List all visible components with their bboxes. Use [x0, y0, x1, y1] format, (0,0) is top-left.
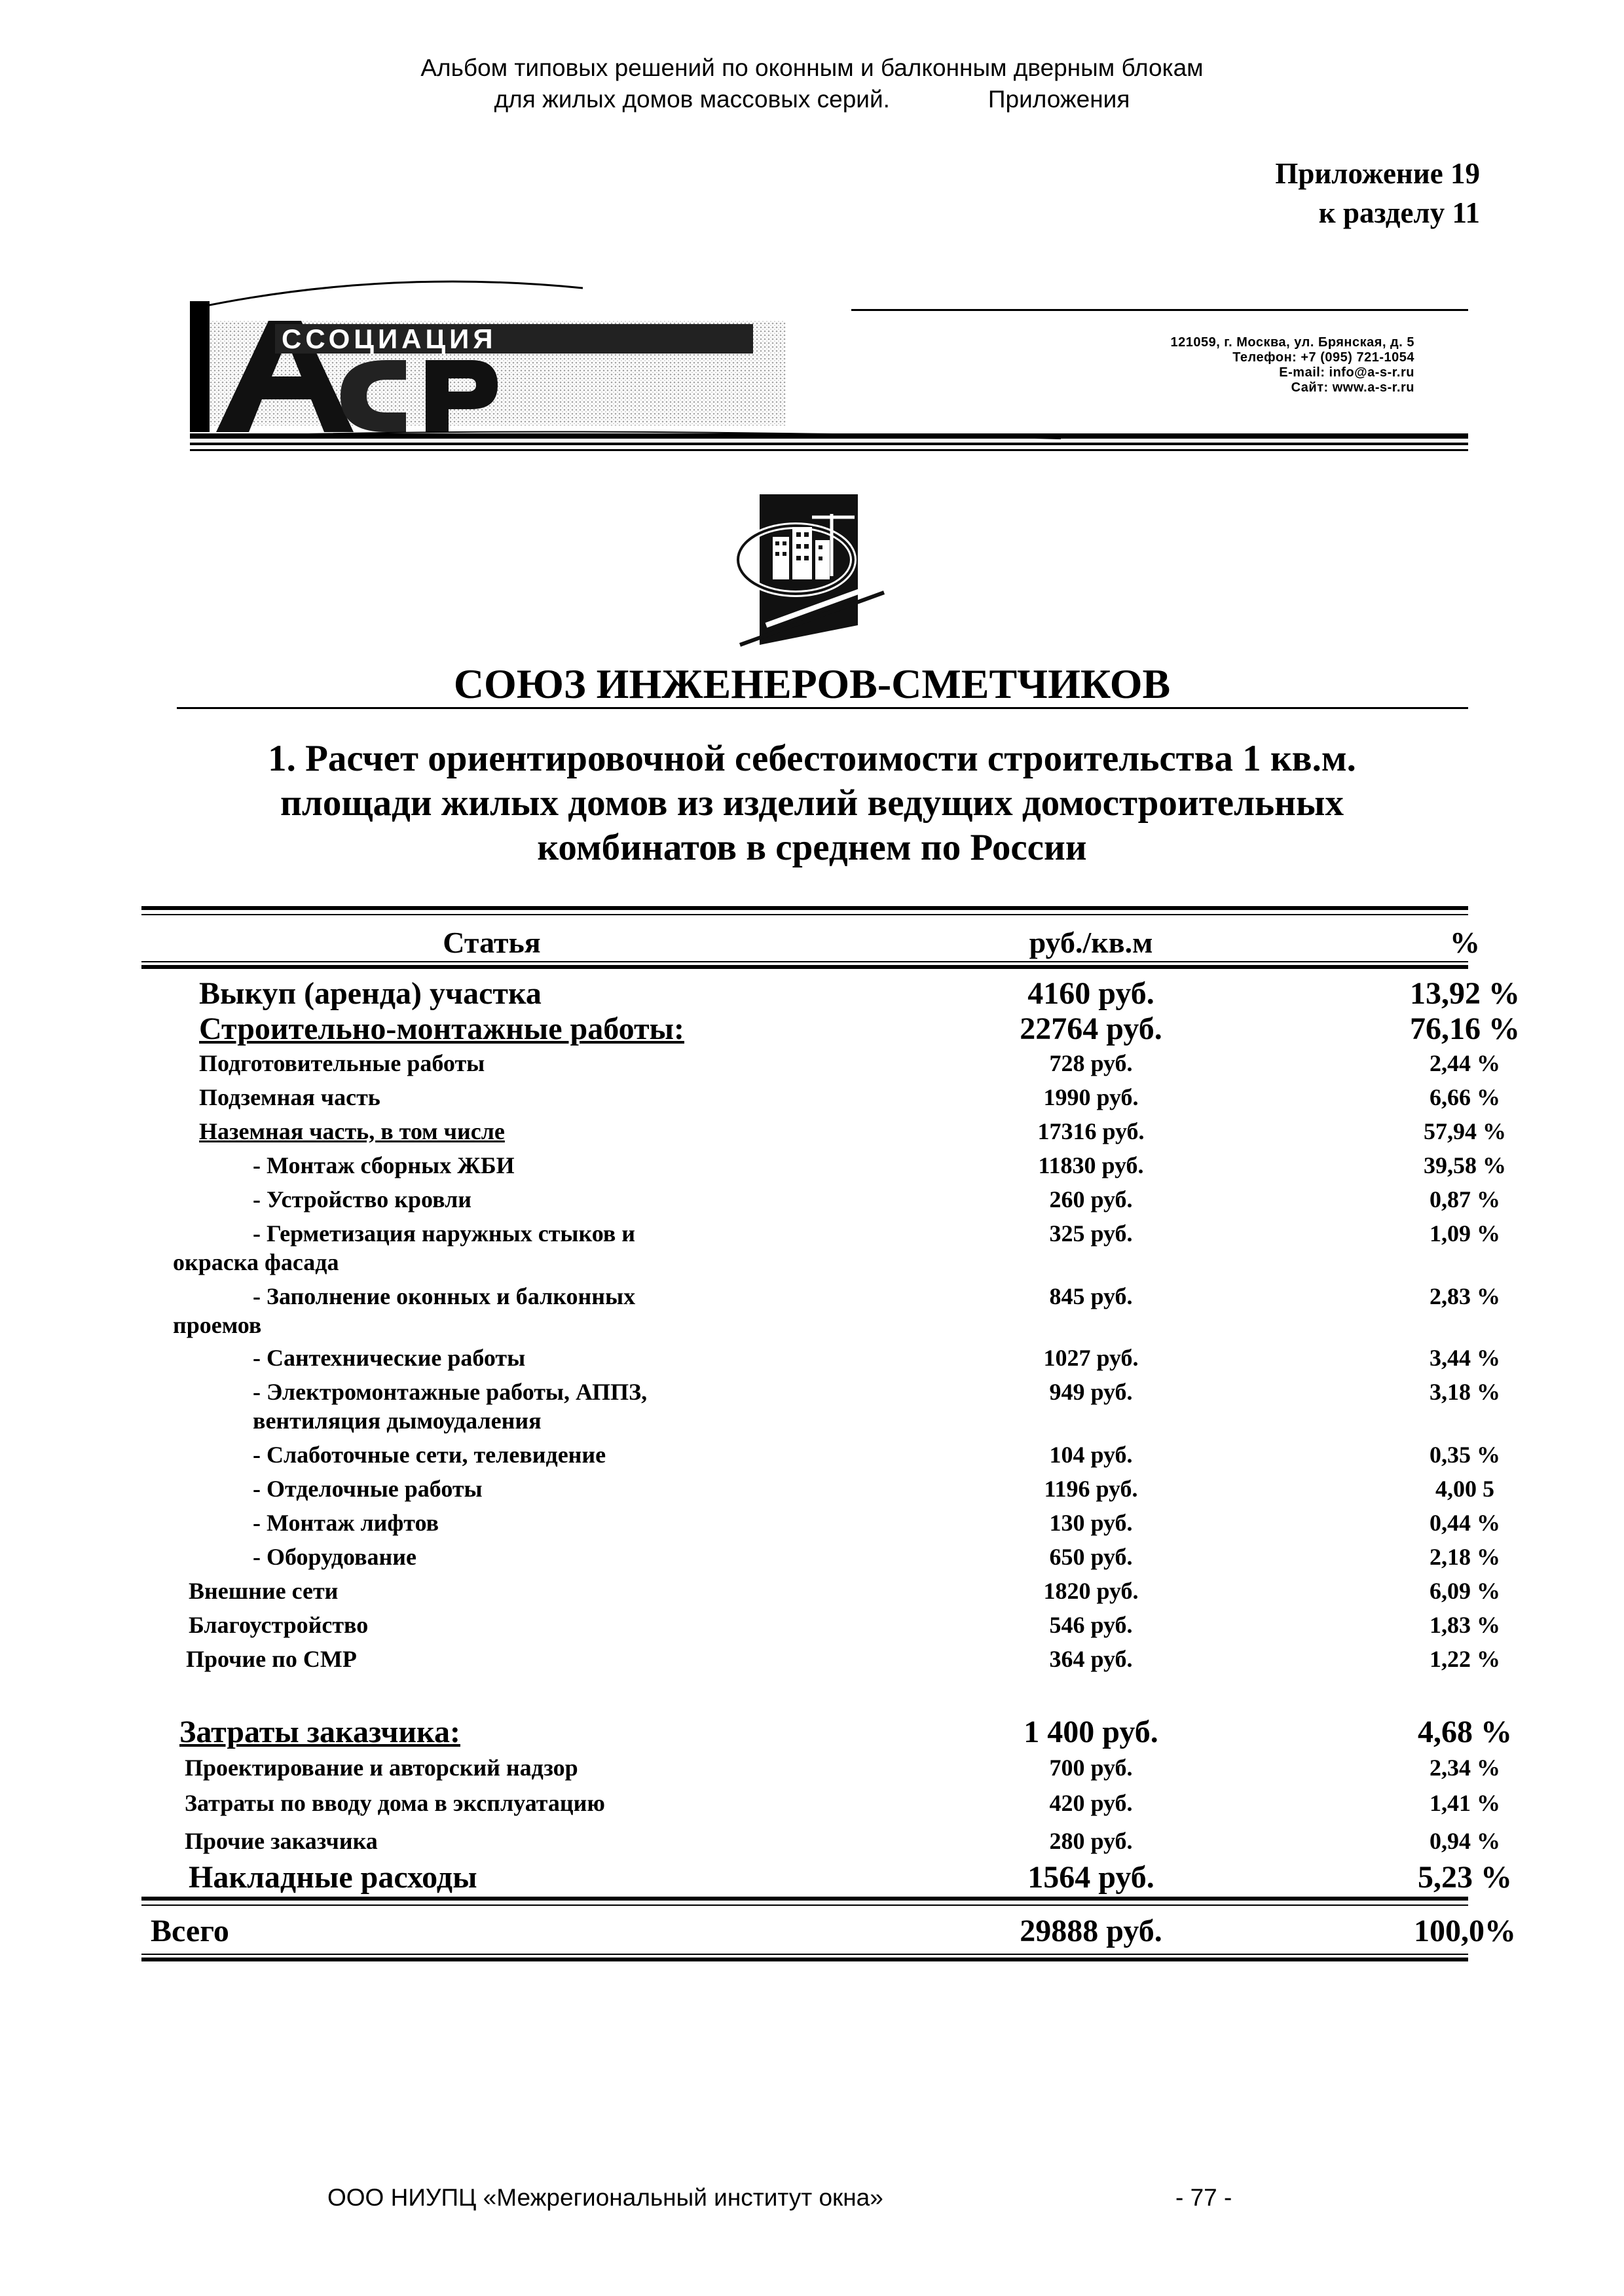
header-rub: руб./кв.м: [1029, 926, 1153, 959]
appendix-reference: [1275, 154, 1480, 232]
row-pct: 6,09 %: [1430, 1578, 1500, 1604]
row-pct: 57,94 %: [1424, 1118, 1506, 1144]
row-pct: 1,22 %: [1430, 1646, 1500, 1672]
row-rub: 420 руб.: [1049, 1790, 1133, 1816]
row-pct: 76,16 %: [1410, 1011, 1520, 1046]
row-rub: 650 руб.: [1049, 1544, 1133, 1570]
row-label: Подземная часть: [199, 1084, 380, 1110]
row-pct: 4,00 5: [1435, 1476, 1494, 1502]
row-label: - Оборудование: [253, 1544, 417, 1570]
calc-title: [0, 737, 1624, 870]
row-label: Выкуп (аренда) участка: [199, 976, 542, 1011]
row-label: Затраты заказчика:: [179, 1715, 460, 1749]
row-pct: 13,92 %: [1410, 976, 1520, 1011]
row-rub: 700 руб.: [1049, 1755, 1133, 1781]
row-label: Строительно-монтажные работы:: [199, 1011, 684, 1046]
footer-org: ООО НИУПЦ «Межрегиональный институт окна»: [327, 2184, 883, 2211]
row-pct: 0,94 %: [1430, 1828, 1500, 1854]
running-header: [0, 52, 1624, 115]
row-pct: 2,34 %: [1430, 1755, 1500, 1781]
table-header-rule: [141, 965, 1468, 969]
letterhead-address: 121059, г. Москва, ул. Брянская, д. 5: [1170, 335, 1414, 350]
row-pct: 0,44 %: [1430, 1510, 1500, 1536]
calc-title-line2: площади жилых домов из изделий ведущих домостроительных: [280, 782, 1344, 824]
calc-title-line1: 1. Расчет ориентировочной себестоимости строительства 1 кв.м.: [268, 738, 1356, 779]
row-rub: 949 руб.: [1049, 1379, 1133, 1405]
row-label-cont: проемов: [173, 1312, 262, 1338]
table-top-rule-thin: [141, 914, 1468, 915]
running-header-series: для жилых домов массовых серий.: [494, 86, 890, 113]
row-rub: 728 руб.: [1049, 1050, 1133, 1076]
asr-logo: [190, 275, 1061, 452]
row-label: - Слаботочные сети, телевидение: [253, 1442, 606, 1468]
letterhead-phone: Телефон: +7 (095) 721-1054: [1232, 350, 1414, 365]
running-header-appendices: Приложения: [987, 86, 1130, 113]
running-header-line2: [0, 84, 1624, 115]
row-label-cont: вентиляция дымоудаления: [253, 1408, 542, 1434]
row-label: - Монтаж лифтов: [253, 1510, 439, 1536]
svg-text:ССОЦИАЦИЯ: ССОЦИАЦИЯ: [282, 323, 497, 354]
row-label: Прочие заказчика: [185, 1828, 378, 1854]
row-label: - Монтаж сборных ЖБИ: [253, 1152, 515, 1178]
row-rub: 1196 руб.: [1044, 1476, 1138, 1502]
letterhead-rule-3: [190, 449, 1468, 451]
row-label: Наземная часть, в том числе: [199, 1118, 505, 1144]
row-label: Подготовительные работы: [199, 1050, 485, 1076]
row-pct: 4,68 %: [1418, 1715, 1512, 1749]
letterhead-top-rule: [851, 309, 1468, 311]
row-label: Благоустройство: [189, 1612, 369, 1638]
row-pct: 3,44 %: [1430, 1345, 1500, 1371]
row-rub: 364 руб.: [1049, 1646, 1133, 1672]
row-pct: 0,87 %: [1430, 1186, 1500, 1212]
union-emblem: [720, 494, 891, 648]
row-pct: 1,09 %: [1430, 1220, 1500, 1247]
row-rub: 546 руб.: [1049, 1612, 1133, 1638]
row-rub: 280 руб.: [1049, 1828, 1133, 1854]
row-label: - Герметизация наружных стыков и: [253, 1220, 636, 1247]
total-label: Всего: [151, 1914, 229, 1948]
row-rub: 325 руб.: [1049, 1220, 1133, 1247]
appendix-section: к разделу 11: [1318, 196, 1480, 229]
row-pct: 39,58 %: [1424, 1152, 1506, 1178]
row-rub: 1027 руб.: [1043, 1345, 1139, 1371]
row-label: - Устройство кровли: [253, 1186, 472, 1212]
table-total-rule: [141, 1897, 1468, 1901]
letterhead-site: Сайт: www.a-s-r.ru: [1291, 380, 1414, 395]
row-rub: 17316 руб.: [1037, 1118, 1145, 1144]
row-rub: 1820 руб.: [1043, 1578, 1139, 1604]
table-bottom-rule-thin: [141, 1954, 1468, 1955]
row-label: - Сантехнические работы: [253, 1345, 526, 1371]
letterhead-email: E-mail: info@a-s-r.ru: [1279, 365, 1414, 380]
row-label: Проектирование и авторский надзор: [185, 1755, 578, 1781]
row-pct: 6,66 %: [1430, 1084, 1500, 1110]
row-label-cont: окраска фасада: [173, 1249, 339, 1275]
row-pct: 1,41 %: [1430, 1790, 1500, 1816]
union-title: СОЮЗ ИНЖЕНЕРОВ-СМЕТЧИКОВ: [453, 661, 1171, 707]
row-pct: 1,83 %: [1430, 1612, 1500, 1638]
letterhead-rule-1: [190, 433, 1468, 439]
row-label: - Заполнение оконных и балконных: [253, 1283, 636, 1309]
row-rub: 11830 руб.: [1038, 1152, 1144, 1178]
row-pct: 2,44 %: [1430, 1050, 1500, 1076]
row-label: - Электромонтажные работы, АППЗ,: [253, 1379, 648, 1405]
calc-title-line3: комбинатов в среднем по России: [537, 827, 1087, 868]
row-label: Затраты по вводу дома в эксплуатацию: [185, 1790, 605, 1816]
appendix-number: Приложение 19: [1275, 157, 1480, 190]
row-label: Прочие по СМР: [186, 1646, 357, 1672]
row-rub: 4160 руб.: [1027, 976, 1154, 1011]
row-rub: 845 руб.: [1049, 1283, 1133, 1309]
row-pct: 5,23 %: [1418, 1860, 1512, 1895]
union-title-rule: [177, 707, 1468, 709]
table-top-rule: [141, 906, 1468, 910]
table-bottom-rule: [141, 1958, 1468, 1961]
row-rub: 1564 руб.: [1027, 1860, 1154, 1895]
letterhead-rule-2: [190, 443, 1468, 445]
letterhead-contacts: [1035, 335, 1414, 395]
row-pct: 2,18 %: [1430, 1544, 1500, 1570]
header-pct: %: [1450, 926, 1480, 959]
row-rub: 1 400 руб.: [1024, 1715, 1158, 1749]
total-rub: 29888 руб.: [1020, 1914, 1162, 1948]
row-label: Внешние сети: [189, 1578, 339, 1604]
row-pct: 2,83 %: [1430, 1283, 1500, 1309]
running-header-line1: Альбом типовых решений по оконным и балконным дверным блокам: [420, 54, 1204, 81]
header-item: Статья: [443, 926, 541, 959]
row-pct: 3,18 %: [1430, 1379, 1500, 1405]
row-rub: 22764 руб.: [1020, 1011, 1162, 1046]
table-header-rule-thin: [141, 961, 1468, 962]
footer-page-number: - 77 -: [1175, 2184, 1232, 2211]
table-total-rule-thin: [141, 1904, 1468, 1906]
row-rub: 130 руб.: [1049, 1510, 1133, 1536]
row-rub: 104 руб.: [1049, 1442, 1133, 1468]
row-label: - Отделочные работы: [253, 1476, 483, 1502]
total-pct: 100,0%: [1414, 1914, 1516, 1948]
row-rub: 1990 руб.: [1043, 1084, 1139, 1110]
row-rub: 260 руб.: [1049, 1186, 1133, 1212]
row-pct: 0,35 %: [1430, 1442, 1500, 1468]
row-label: Накладные расходы: [189, 1860, 477, 1895]
